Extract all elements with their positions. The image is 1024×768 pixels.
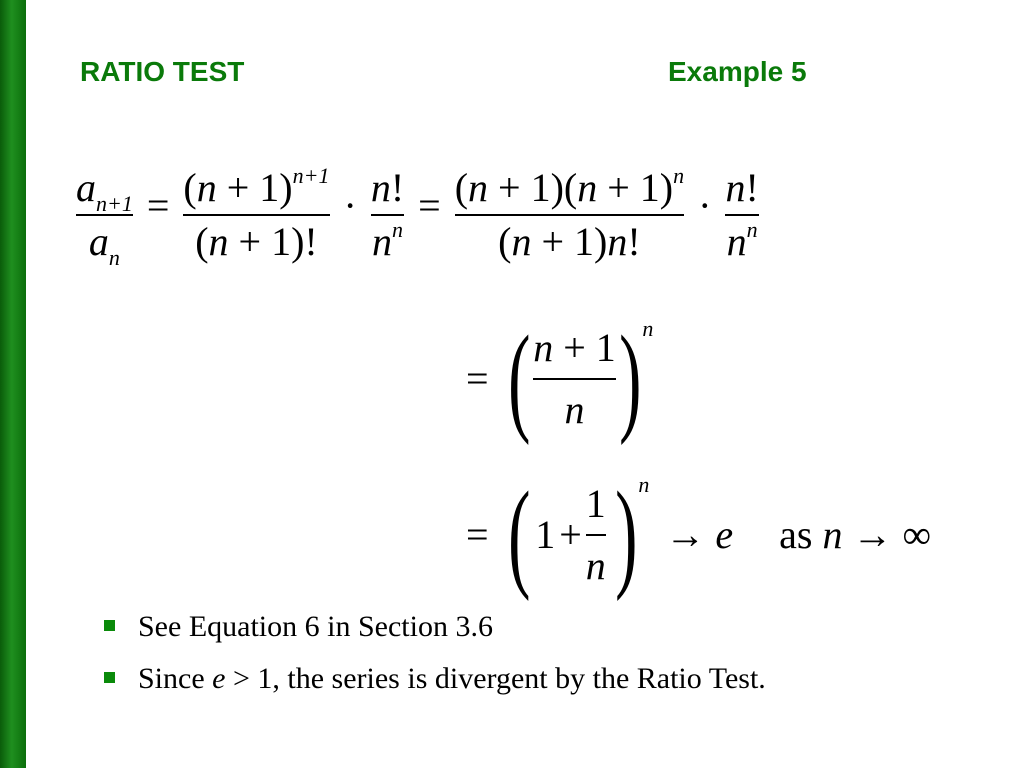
bullet-text-prefix: Since (138, 662, 213, 695)
bullet-variable: e (212, 662, 226, 695)
fraction-1-over-n: $\frac{1}{n}$ (585, 481, 606, 588)
bullet-text-suffix: > 1, the series is divergent by the Ratio Test. (225, 662, 766, 695)
bullet-square-icon (104, 620, 115, 631)
fraction-power-over-factorial: $\frac{(n + 1)^{n+1}}{(n + 1)!}$ (183, 163, 330, 264)
slide-sidebar-bar (0, 0, 26, 768)
bullet-text: See Equation 6 in Section 3.6 (138, 610, 493, 643)
fraction-factorial-over-power-2: $\frac{n!}{n^n}$ (725, 165, 759, 264)
bullet-item (104, 610, 766, 644)
equation-line-3: = ( 1 + $\frac{1}{n}$ ) n → e as n → ∞ (466, 467, 932, 602)
equation-line-2: = ( $\frac{n + 1}{n}$ ) n (466, 311, 654, 446)
equation-line-1: $\frac{a_{n+1}}{a_n}$ = $\frac{(n + 1)^{n+1}}{(n + 1)!}$ · $\frac{n!}{n^n}$ = $\frac{(n + 1)(n + 1)^n}{(n + 1)n!}$ · $\frac{n!}{n^n}$ (76, 163, 759, 270)
ratio-fraction: $\frac{a_{n+1}}{a_n}$ (76, 165, 133, 270)
example-label: Example 5 (668, 56, 807, 87)
bullet-item (104, 662, 766, 696)
fraction-n-plus-1-over-n: $\frac{n + 1}{n}$ (533, 325, 616, 432)
slide-title: RATIO TEST (80, 56, 245, 87)
fraction-factorial-over-power: $\frac{n!}{n^n}$ (370, 165, 405, 264)
bullet-list (104, 610, 766, 714)
fraction-expanded: $\frac{(n + 1)(n + 1)^n}{(n + 1)n!}$ (454, 163, 685, 264)
bullet-square-icon (104, 672, 115, 683)
